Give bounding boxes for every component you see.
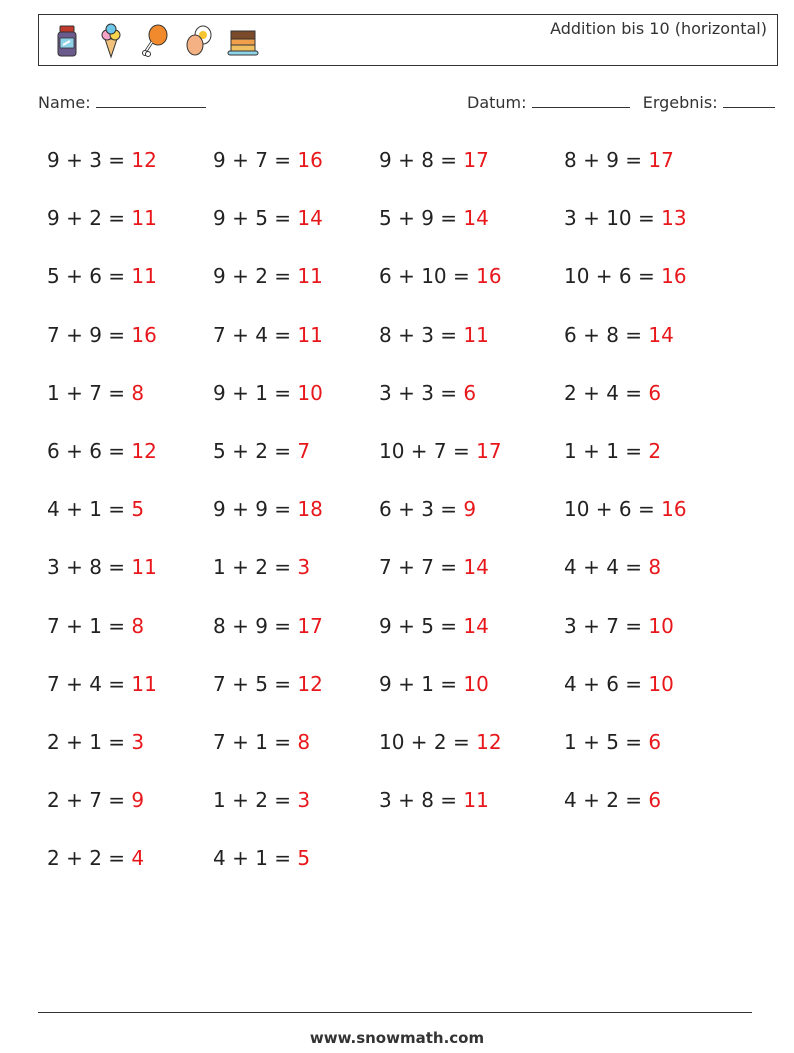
problem-answer: 11: [131, 671, 157, 696]
problem-item: [47, 730, 144, 754]
worksheet-title: Addition bis 10 (horizontal): [550, 19, 767, 38]
result-line[interactable]: [723, 93, 775, 108]
problem-item: [213, 614, 323, 638]
footer-url[interactable]: www.snowmath.com: [309, 1029, 485, 1047]
problem-item: [379, 672, 489, 696]
problem-question: 4 + 6 =: [564, 671, 649, 696]
problem-question: 6 + 8 =: [564, 322, 649, 347]
problem-question: 9 + 3 =: [47, 148, 132, 172]
problem-answer: 16: [476, 264, 502, 289]
problem-question: 6 + 10 =: [379, 264, 477, 289]
problem-question: 5 + 9 =: [379, 206, 464, 231]
problem-answer: 6: [648, 788, 662, 813]
problem-question: 5 + 2 =: [213, 439, 298, 463]
footer-divider: [38, 1012, 752, 1013]
problem-item: [379, 730, 502, 754]
problem-question: 3 + 8 =: [379, 788, 464, 813]
problem-answer: 8: [297, 730, 311, 754]
problem-answer: 4: [131, 846, 145, 871]
problem-answer: 16: [297, 148, 323, 172]
problem-answer: 17: [476, 439, 502, 463]
problem-answer: 11: [297, 322, 323, 347]
problem-item: [213, 381, 323, 405]
problem-answer: 17: [648, 148, 674, 172]
ice-cream-icon: [95, 23, 127, 59]
problem-question: 1 + 2 =: [213, 788, 298, 813]
problem-answer: 16: [131, 322, 157, 347]
problem-question: 10 + 6 =: [564, 497, 662, 522]
problem-item: [213, 788, 310, 812]
problem-answer: 17: [297, 613, 323, 638]
problem-question: 10 + 6 =: [564, 264, 662, 289]
problem-item: [379, 148, 489, 172]
problem-item: [213, 846, 310, 870]
problem-answer: 16: [661, 497, 687, 522]
problem-item: [379, 555, 489, 579]
problem-question: 9 + 1 =: [379, 671, 464, 696]
date-line[interactable]: [532, 93, 630, 108]
problem-question: 6 + 3 =: [379, 497, 464, 522]
problem-item: [47, 206, 157, 230]
problem-item: [47, 381, 144, 405]
problem-question: 7 + 4 =: [213, 322, 298, 347]
problem-item: [47, 672, 157, 696]
problem-answer: 7: [297, 439, 311, 463]
problem-question: 2 + 4 =: [564, 380, 649, 405]
problem-item: [564, 614, 674, 638]
problem-item: [379, 206, 489, 230]
problem-item: [47, 846, 144, 870]
jar-icon: [51, 23, 83, 59]
problem-item: [47, 148, 157, 172]
problem-item: [47, 264, 157, 288]
eggs-icon: [183, 23, 215, 59]
problem-question: 1 + 1 =: [564, 439, 649, 463]
date-label: Datum:: [467, 93, 527, 112]
problem-answer: 3: [297, 555, 311, 580]
problem-answer: 8: [131, 613, 145, 638]
problem-item: [564, 439, 661, 463]
problem-question: 9 + 8 =: [379, 148, 464, 172]
problem-answer: 11: [131, 264, 157, 289]
problem-item: [564, 264, 687, 288]
problem-question: 8 + 9 =: [213, 613, 298, 638]
problem-item: [47, 497, 144, 521]
problem-item: [213, 730, 310, 754]
problem-answer: 9: [131, 788, 145, 813]
problem-item: [213, 206, 323, 230]
problem-answer: 10: [648, 671, 674, 696]
problem-item: [379, 788, 489, 812]
problem-question: 9 + 5 =: [213, 206, 298, 231]
problem-question: 7 + 1 =: [213, 730, 298, 754]
problem-question: 9 + 2 =: [47, 206, 132, 231]
problem-answer: 3: [131, 730, 145, 754]
problem-item: [564, 381, 661, 405]
problem-question: 4 + 1 =: [213, 846, 298, 871]
problem-question: 9 + 7 =: [213, 148, 298, 172]
name-label: Name:: [38, 93, 91, 112]
problem-question: 8 + 3 =: [379, 322, 464, 347]
problem-answer: 16: [661, 264, 687, 289]
problem-answer: 13: [661, 206, 687, 231]
problem-answer: 10: [463, 671, 489, 696]
icon-strip: [51, 21, 259, 61]
problem-item: [379, 264, 502, 288]
problem-answer: 14: [648, 322, 674, 347]
problem-answer: 6: [648, 730, 662, 754]
problem-item: [379, 323, 489, 347]
problem-answer: 11: [131, 555, 157, 580]
problem-question: 7 + 4 =: [47, 671, 132, 696]
drumstick-icon: [139, 23, 171, 59]
problem-item: [213, 264, 323, 288]
problem-answer: 18: [297, 497, 323, 522]
problem-answer: 11: [463, 788, 489, 813]
problem-question: 7 + 5 =: [213, 671, 298, 696]
problem-question: 2 + 2 =: [47, 846, 132, 871]
problem-answer: 3: [297, 788, 311, 813]
problem-question: 5 + 6 =: [47, 264, 132, 289]
problem-question: 7 + 1 =: [47, 613, 132, 638]
problem-answer: 14: [463, 206, 489, 231]
problem-question: 7 + 7 =: [379, 555, 464, 580]
header-box: [38, 14, 778, 66]
problem-answer: 14: [463, 613, 489, 638]
problem-answer: 12: [476, 730, 502, 754]
problem-answer: 11: [463, 322, 489, 347]
problem-item: [564, 730, 661, 754]
problem-item: [564, 788, 661, 812]
problem-item: [564, 148, 674, 172]
problem-question: 9 + 1 =: [213, 380, 298, 405]
problem-answer: 8: [648, 555, 662, 580]
problem-answer: 17: [463, 148, 489, 172]
problem-item: [47, 555, 157, 579]
problem-answer: 14: [463, 555, 489, 580]
result-label: Ergebnis:: [642, 93, 718, 112]
problem-question: 1 + 2 =: [213, 555, 298, 580]
problem-item: [564, 672, 674, 696]
problem-item: [379, 497, 476, 521]
problem-item: [213, 497, 323, 521]
problem-item: [47, 788, 144, 812]
problem-item: [379, 614, 489, 638]
problem-answer: 14: [297, 206, 323, 231]
problem-question: 10 + 2 =: [379, 730, 477, 754]
problem-question: 2 + 1 =: [47, 730, 132, 754]
problem-item: [564, 206, 687, 230]
problem-item: [47, 439, 157, 463]
problem-answer: 6: [648, 380, 662, 405]
problem-question: 9 + 9 =: [213, 497, 298, 522]
problem-item: [213, 439, 310, 463]
problem-item: [213, 323, 323, 347]
problem-item: [379, 439, 502, 463]
date-result-fields: [467, 93, 775, 112]
problem-item: [564, 497, 687, 521]
problem-item: [379, 381, 476, 405]
problem-answer: 8: [131, 380, 145, 405]
problem-answer: 10: [648, 613, 674, 638]
problem-question: 4 + 2 =: [564, 788, 649, 813]
name-line[interactable]: [96, 93, 206, 108]
problem-answer: 2: [648, 439, 662, 463]
problem-question: 1 + 5 =: [564, 730, 649, 754]
problem-answer: 9: [463, 497, 477, 522]
problem-question: 3 + 8 =: [47, 555, 132, 580]
problem-answer: 12: [131, 148, 157, 172]
problem-question: 10 + 7 =: [379, 439, 477, 463]
cake-icon: [227, 23, 259, 59]
problem-question: 9 + 5 =: [379, 613, 464, 638]
problem-answer: 5: [131, 497, 145, 522]
problem-question: 4 + 4 =: [564, 555, 649, 580]
problem-answer: 12: [131, 439, 157, 463]
problem-question: 3 + 3 =: [379, 380, 464, 405]
problem-question: 4 + 1 =: [47, 497, 132, 522]
problem-answer: 11: [131, 206, 157, 231]
problem-item: [564, 555, 661, 579]
problem-answer: 12: [297, 671, 323, 696]
problem-question: 2 + 7 =: [47, 788, 132, 813]
problem-item: [213, 672, 323, 696]
problem-item: [213, 148, 323, 172]
problem-answer: 10: [297, 380, 323, 405]
problem-question: 8 + 9 =: [564, 148, 649, 172]
problem-answer: 11: [297, 264, 323, 289]
problem-item: [47, 323, 157, 347]
name-field[interactable]: [38, 93, 206, 112]
problem-question: 3 + 7 =: [564, 613, 649, 638]
problem-answer: 6: [463, 380, 477, 405]
problem-item: [213, 555, 310, 579]
problem-question: 9 + 2 =: [213, 264, 298, 289]
problem-question: 7 + 9 =: [47, 322, 132, 347]
problem-question: 1 + 7 =: [47, 380, 132, 405]
problem-question: 6 + 6 =: [47, 439, 132, 463]
problem-item: [47, 614, 144, 638]
problem-item: [564, 323, 674, 347]
problem-answer: 5: [297, 846, 311, 871]
problem-question: 3 + 10 =: [564, 206, 662, 231]
